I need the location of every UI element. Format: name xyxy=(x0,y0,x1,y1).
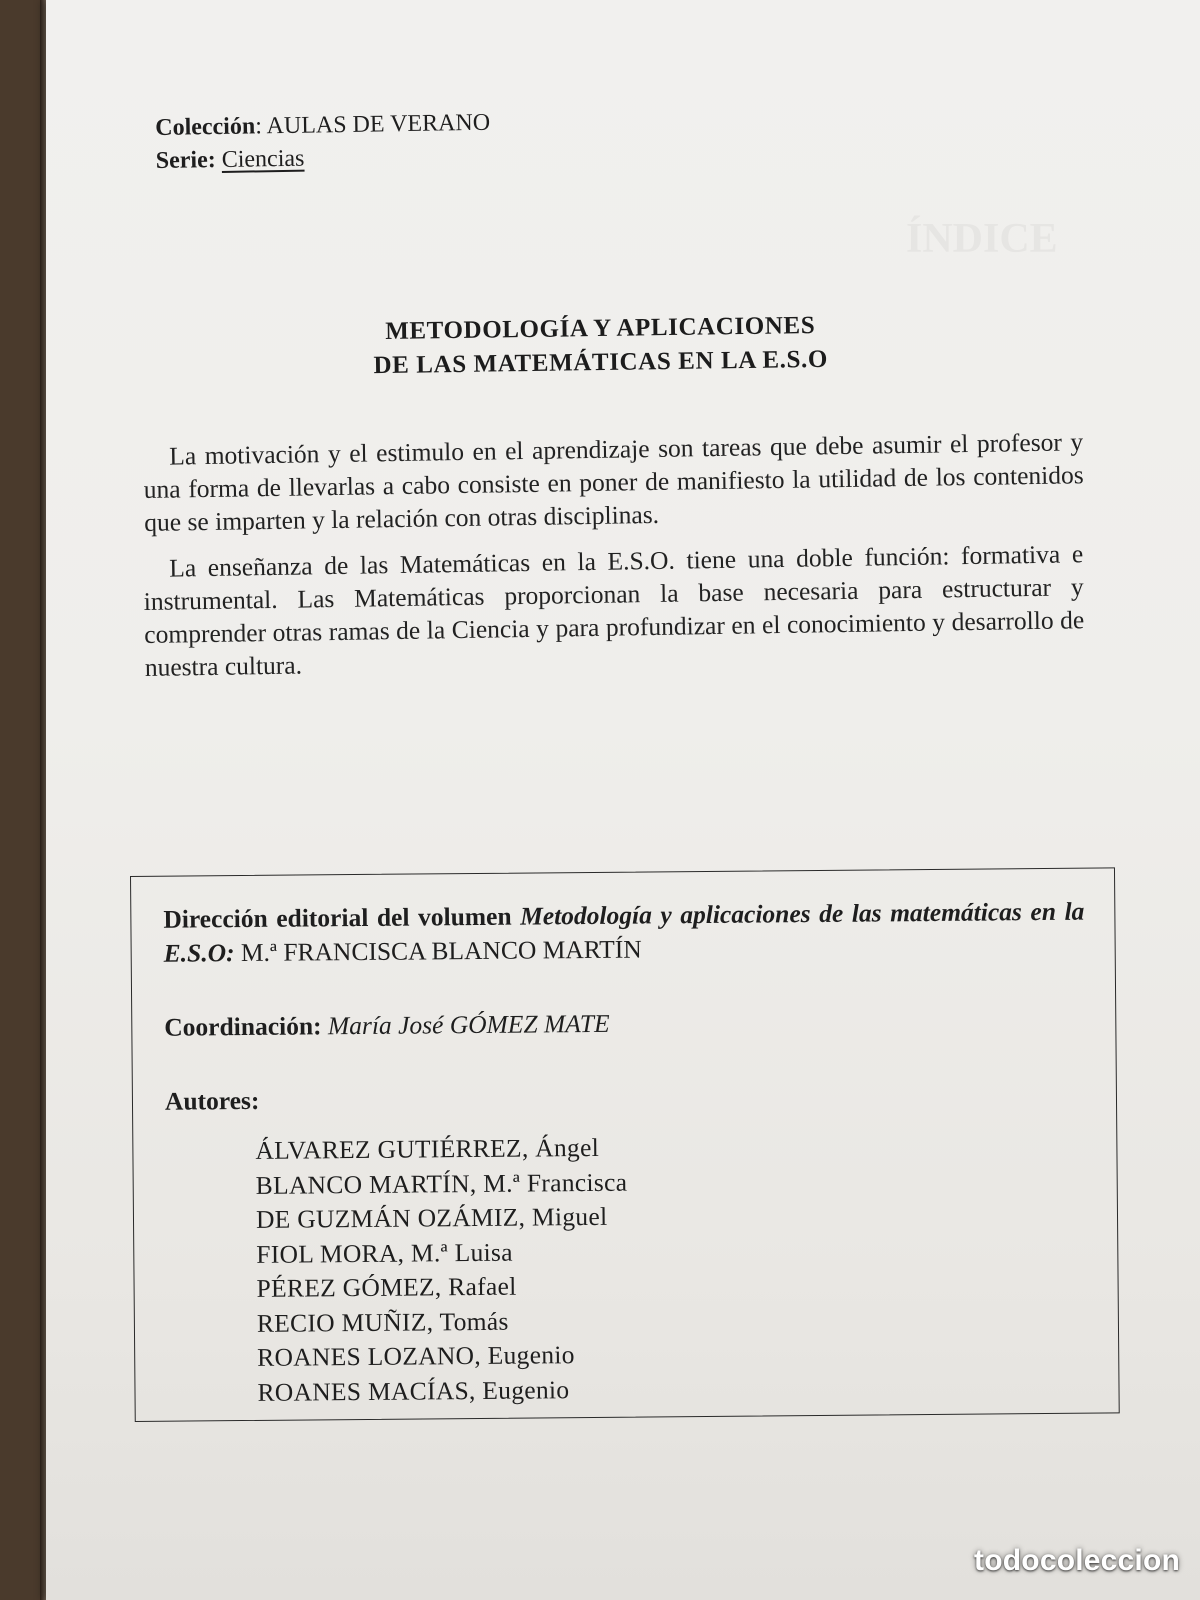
series-info xyxy=(155,107,491,178)
series-line xyxy=(156,140,491,178)
collection-label: Colección xyxy=(155,113,256,141)
credits-box xyxy=(130,867,1120,1422)
series-value: Ciencias xyxy=(221,145,305,173)
site-watermark: todocoleccion xyxy=(974,1544,1180,1577)
credits-content xyxy=(163,895,1088,1411)
coordination-label: Coordinación: xyxy=(164,1011,322,1042)
direction-volume-title: Metodología y aplicaciones de las matemáticas en la E.S.O: xyxy=(163,896,1085,968)
coordination-name: María José GÓMEZ MATE xyxy=(327,1008,610,1041)
title-line-1: METODOLOGÍA Y APLICACIONES xyxy=(385,311,816,345)
direction-label: Dirección editorial del volumen xyxy=(163,901,512,934)
intro-paragraph-1: La motivación y el estimulo en el aprendizaje son tareas que debe asumir el profesor y una forma de llevarlas a cabo consiste en poner de manifiesto la utilidad de los contenidos que se imparten y la relación con otras disciplinas. xyxy=(143,427,1084,537)
author-item: PÉREZ GÓMEZ, Rafael xyxy=(256,1271,517,1303)
intro-paragraph-2: La enseñanza de las Matemáticas en la E.S.O. tiene una doble función: formativa e instrumental. Las Matemáticas proporcionan la base necesaria para estructurar y comprender otras ramas de la Ciencia y para profundizar en el conocimiento y desarrollo de nuestra cultura. xyxy=(143,539,1085,682)
author-item: FIOL MORA, M.ª Luisa xyxy=(256,1237,513,1269)
collection-value: AULAS DE VERANO xyxy=(266,109,491,140)
book-title xyxy=(280,308,921,385)
author-item: ROANES LOZANO, Eugenio xyxy=(257,1340,575,1372)
coordination xyxy=(164,1003,1085,1045)
authors-list xyxy=(255,1127,1088,1410)
authors-label: Autores: xyxy=(164,1085,260,1116)
author-item: ÁLVAREZ GUTIÉRREZ, Ángel xyxy=(255,1132,600,1165)
show-through-text: ÍNDICE xyxy=(906,216,1058,262)
author-item: BLANCO MARTÍN, M.ª Francisca xyxy=(255,1167,628,1200)
series-label: Serie: xyxy=(155,147,216,174)
collection-line xyxy=(155,107,490,145)
title-line-2: DE LAS MATEMÁTICAS EN LA E.S.O xyxy=(373,345,829,380)
author-item: RECIO MUÑIZ, Tomás xyxy=(256,1306,509,1338)
collection-colon: : xyxy=(255,113,267,140)
editorial-direction xyxy=(163,895,1085,971)
author-item: ROANES MACÍAS, Eugenio xyxy=(257,1374,570,1407)
author-item: DE GUZMÁN OZÁMIZ, Miguel xyxy=(255,1201,608,1234)
direction-name: M.ª FRANCISCA BLANCO MARTÍN xyxy=(240,934,642,968)
